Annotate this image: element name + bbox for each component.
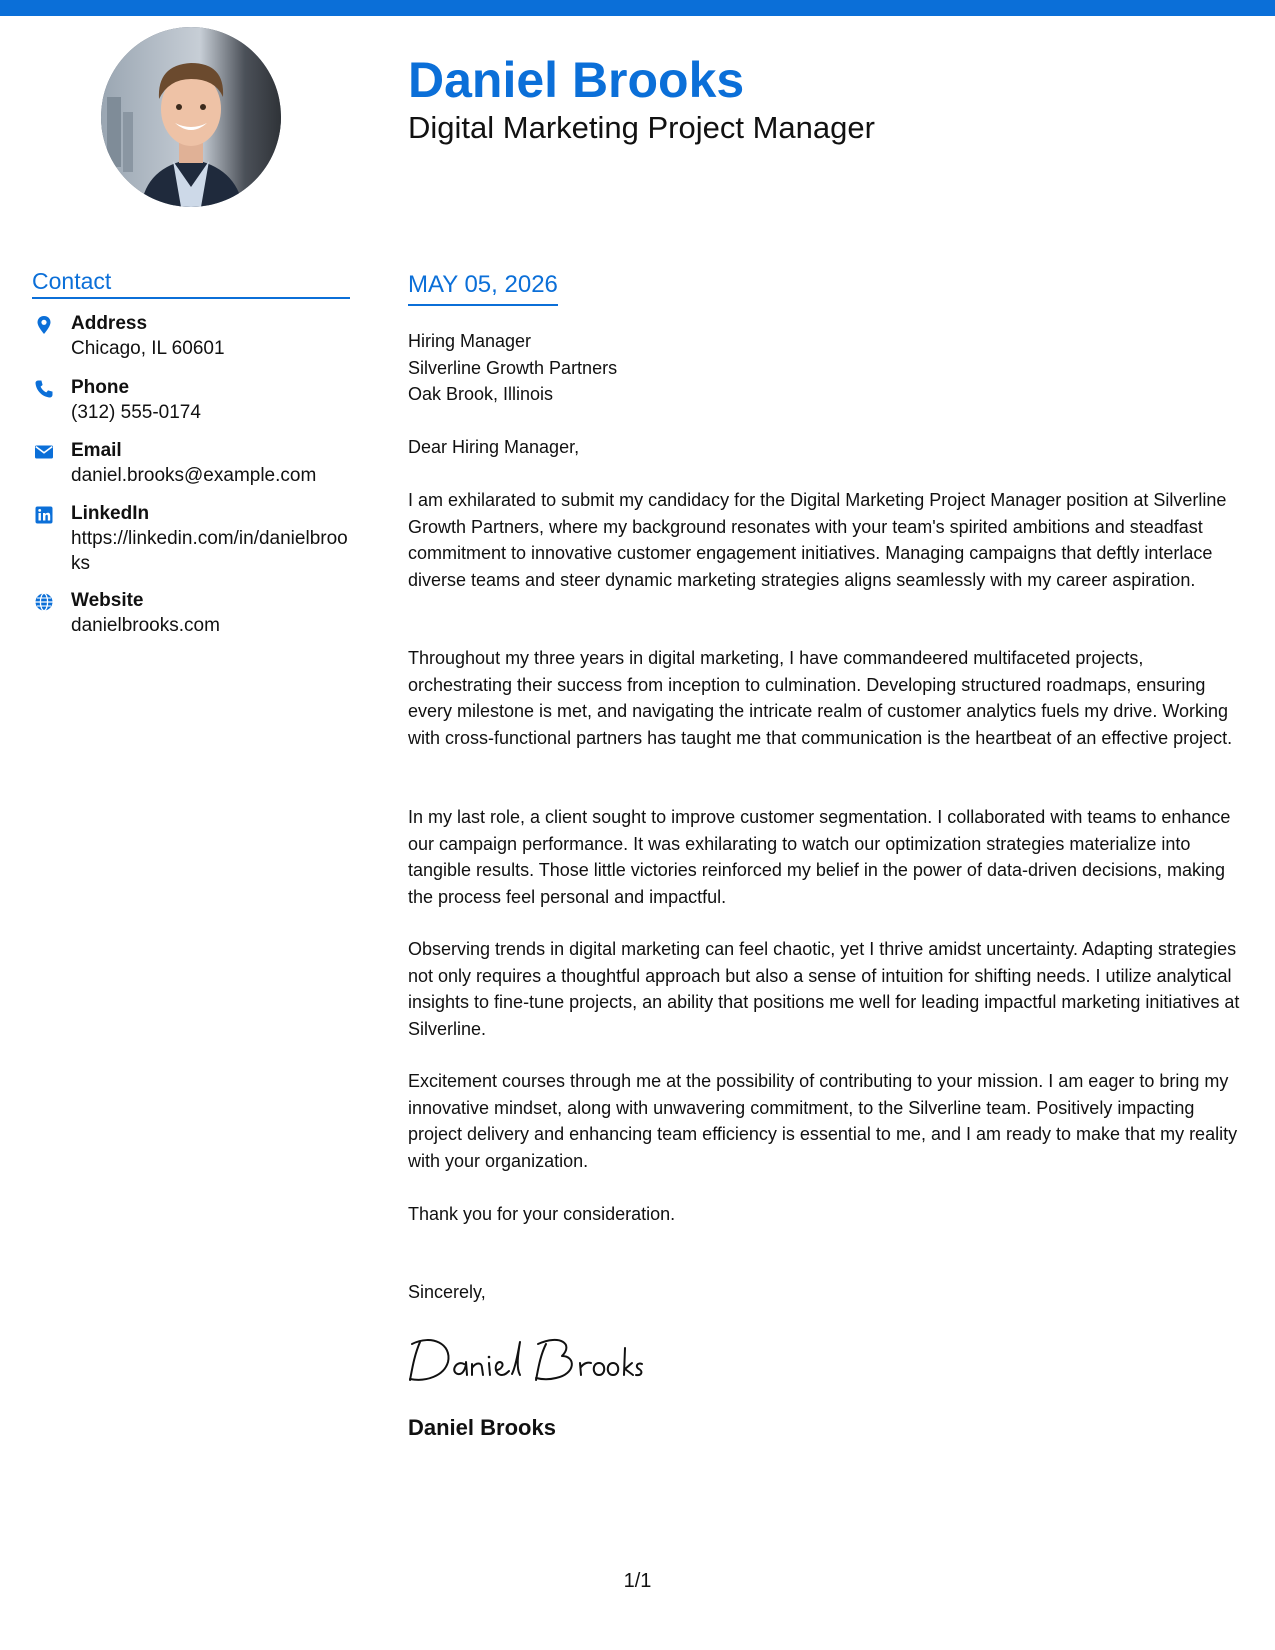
closing: Sincerely, bbox=[408, 1282, 486, 1302]
handwritten-signature bbox=[406, 1332, 646, 1390]
map-pin-icon bbox=[34, 315, 54, 335]
contact-address-label: Address bbox=[71, 313, 148, 334]
letter-paragraph: Throughout my three years in digital marketing, I have commandeered multifaceted projects, orchestrating their success from inception to culmination. Developing structured roadmaps, ensuring every milestone is met, and navigating the intricate realm of customer analytics fuels my drive. Working with cross-functional partners has taught me that communication is the heartbeat of an effective project. bbox=[408, 648, 1233, 748]
page-number: 1/1 bbox=[623, 1570, 652, 1592]
letter-paragraph: I am exhilarated to submit my candidacy for the Digital Marketing Project Manager position at Silverline Growth Partners, where my background resonates with your team's spirited ambitions and steadfast commitment to innovative customer engagement initiatives. Managing campaigns that deftly interlace diverse teams and steer dynamic marketing strategies aligns seamlessly with my career aspiration. bbox=[408, 490, 1227, 590]
thank-you-line: Thank you for your consideration. bbox=[408, 1204, 676, 1224]
candidate-name: Daniel Brooks bbox=[408, 52, 745, 108]
candidate-title: Digital Marketing Project Manager bbox=[408, 110, 875, 145]
letter-paragraph: Excitement courses through me at the possibility of contributing to your mission. I am eager to bring my innovative mindset, along with unwavering commitment, to the Silverline team. Positively impacting project delivery and enhancing team efficiency is essential to me, and I am ready to make that my reality with your organization. bbox=[408, 1071, 1238, 1171]
profile-photo bbox=[101, 27, 281, 207]
contact-website-value[interactable]: danielbrooks.com bbox=[71, 615, 220, 636]
contact-linkedin-value[interactable]: https://linkedin.com/in/danielbrooks bbox=[71, 528, 348, 574]
contact-address-value: Chicago, IL 60601 bbox=[71, 338, 225, 359]
linkedin-icon bbox=[34, 505, 54, 525]
contact-phone-label: Phone bbox=[71, 377, 130, 398]
signed-name: Daniel Brooks bbox=[408, 1415, 556, 1440]
contact-email-value: daniel.brooks@example.com bbox=[71, 465, 317, 486]
phone-icon bbox=[34, 379, 54, 399]
contact-website-label: Website bbox=[71, 590, 144, 611]
contact-linkedin-label: LinkedIn bbox=[71, 503, 150, 524]
salutation: Dear Hiring Manager, bbox=[408, 437, 580, 457]
envelope-icon bbox=[34, 442, 54, 462]
letter-date: MAY 05, 2026 bbox=[408, 270, 558, 306]
letter-paragraph: In my last role, a client sought to improve customer segmentation. I collaborated with teams to enhance our campaign performance. It was exhilarating to watch our optimization strategies materialize into tangible results. Those little victories reinforced my belief in the power of data-driven decisions, making the process feel personal and impactful. bbox=[408, 807, 1231, 907]
globe-icon bbox=[34, 592, 54, 612]
recipient-company: Silverline Growth Partners bbox=[408, 357, 618, 378]
contact-email-label: Email bbox=[71, 440, 122, 461]
contact-phone-value: (312) 555-0174 bbox=[71, 402, 201, 423]
letter-paragraph: Observing trends in digital marketing can feel chaotic, yet I thrive amidst uncertainty. Adapting strategies not only requires a thoughtful approach but also a sense of intuition for shifting needs. I utilize analytical insights to fine-tune projects, an ability that positions me well for leading impactful marketing initiatives at Silverline. bbox=[408, 939, 1240, 1039]
contact-heading: Contact bbox=[32, 267, 350, 299]
recipient-block bbox=[408, 328, 1248, 408]
recipient-location: Oak Brook, Illinois bbox=[408, 384, 554, 404]
profile-photo-illustration bbox=[101, 27, 281, 207]
recipient-name: Hiring Manager bbox=[408, 331, 532, 351]
top-accent-bar bbox=[0, 0, 1275, 16]
